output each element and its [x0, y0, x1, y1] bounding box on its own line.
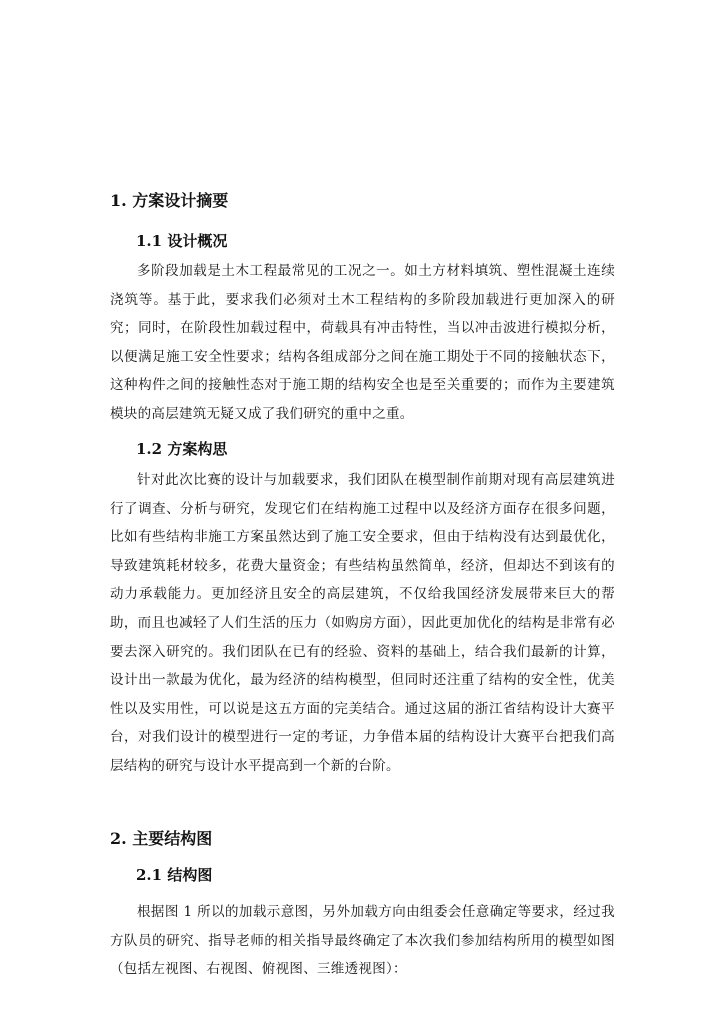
section-1-heading: 1. 方案设计摘要	[110, 191, 229, 210]
section-2-heading: 2. 主要结构图	[110, 829, 213, 848]
section-2-1-heading: 2.1 结构图	[136, 866, 213, 884]
section-1-1-paragraph: 多阶段加载是土木工程最常见的工况之一。如土方材料填筑、塑性混凝土连续浇筑等。基于此，要求我们必须对土木工程结构的多阶段加载进行更加深入的研究；同时，在阶段性加载过程中，荷载具有冲击特性，当以冲击波进行模拟分析，以便满足施工安全性要求；结构各组成部分之间在施工期处于不同的接触状态下，这种构件之间的接触性态对于施工期的结构安全也是至关重要的；而作为主要建筑模块的高层建筑无疑又成了我们研究的重中之重。	[110, 263, 615, 422]
section-1-1-heading: 1.1 设计概况	[136, 232, 228, 250]
section-1-2-paragraph: 针对此次比赛的设计与加载要求，我们团队在模型制作前期对现有高层建筑进行了调查、分析与研究，发现它们在结构施工过程中以及经济方面存在很多问题，比如有些结构非施工方案虽然达到了施工安全要求，但由于结构没有达到最优化，导致建筑耗材较多，花费大量资金；有些结构虽然简单，经济，但却达不到该有的动力承载能力。更加经济且安全的高层建筑，不仅给我国经济发展带来巨大的帮助，而且也减轻了人们生活的压力（如购房方面），因此更加优化的结构是非常有必要去深入研究的。我们团队在已有的经验、资料的基础上，结合我们最新的计算，设计出一款最为优化，最为经济的结构模型，但同时还注重了结构的安全性，优美性以及实用性，可以说是这五方面的完美结合。通过这届的浙江省结构设计大赛平台，对我们设计的模型进行一定的考证，力争借本届的结构设计大赛平台把我们高层结构的研究与设计水平提高到一个新的台阶。	[110, 472, 615, 774]
section-1-2-heading: 1.2 方案构思	[136, 440, 228, 458]
section-2-1-paragraph: 根据图 1 所以的加载示意图，另外加载方向由组委会任意确定等要求，经过我方队员的研究、指导老师的相关指导最终确定了本次我们参加结构所用的模型如图（包括左视图、右视图、俯视图、三维透视图）：	[110, 904, 615, 978]
